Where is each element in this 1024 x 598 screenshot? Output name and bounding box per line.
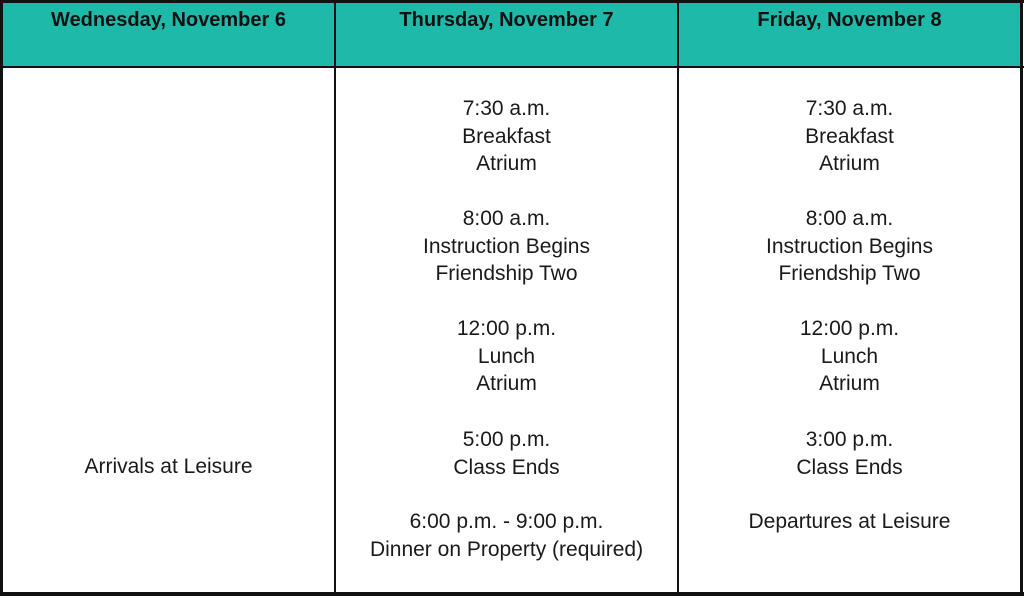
friday-event: Instruction Begins xyxy=(766,234,933,258)
thursday-event: Lunch xyxy=(477,344,536,368)
table-border-bottom xyxy=(0,592,1024,596)
friday-time: 8:00 a.m. xyxy=(805,207,894,230)
friday-item xyxy=(679,426,1020,481)
friday-item xyxy=(679,95,1020,178)
friday-place: Atrium xyxy=(819,372,880,395)
thursday-place: Friendship Two xyxy=(435,262,578,285)
friday-item xyxy=(679,508,1020,536)
thursday-item xyxy=(336,426,677,481)
thursday-place: Atrium xyxy=(476,152,537,175)
thursday-item xyxy=(336,508,677,563)
friday-departures: Departures at Leisure xyxy=(748,510,951,533)
thursday-event: Instruction Begins xyxy=(423,234,590,258)
friday-event: Breakfast xyxy=(805,124,894,148)
thursday-time: 7:30 a.m. xyxy=(462,97,551,120)
header-thursday-label: Thursday, November 7 xyxy=(399,9,614,31)
thursday-place: Atrium xyxy=(476,372,537,395)
header-thursday xyxy=(336,3,677,66)
friday-time: 3:00 p.m. xyxy=(805,428,894,451)
thursday-event: Breakfast xyxy=(462,124,551,148)
table-border-right xyxy=(1020,0,1023,596)
column-divider xyxy=(677,0,679,594)
wednesday-arrivals: Arrivals at Leisure xyxy=(84,455,253,478)
friday-place: Friendship Two xyxy=(778,262,921,285)
thursday-event: Dinner on Property (required) xyxy=(369,537,644,561)
friday-time: 7:30 a.m. xyxy=(805,97,894,120)
thursday-item xyxy=(336,95,677,178)
thursday-time: 12:00 p.m. xyxy=(456,317,557,340)
friday-event: Class Ends xyxy=(796,455,903,479)
header-friday xyxy=(679,3,1020,66)
header-friday-label: Friday, November 8 xyxy=(757,9,942,31)
table-border-top xyxy=(0,0,1024,3)
thursday-item xyxy=(336,205,677,288)
friday-event: Lunch xyxy=(820,344,879,368)
friday-item xyxy=(679,205,1020,288)
thursday-time: 8:00 a.m. xyxy=(462,207,551,230)
table-border-left xyxy=(0,0,3,596)
thursday-time: 5:00 p.m. xyxy=(462,428,551,451)
header-wednesday-label: Wednesday, November 6 xyxy=(51,9,286,31)
friday-item xyxy=(679,315,1020,398)
thursday-event: Class Ends xyxy=(453,455,560,479)
thursday-time: 6:00 p.m. - 9:00 p.m. xyxy=(409,510,604,533)
friday-time: 12:00 p.m. xyxy=(799,317,900,340)
column-divider xyxy=(334,0,336,594)
thursday-item xyxy=(336,315,677,398)
friday-place: Atrium xyxy=(819,152,880,175)
header-wednesday xyxy=(3,3,334,66)
header-divider xyxy=(0,66,1024,68)
